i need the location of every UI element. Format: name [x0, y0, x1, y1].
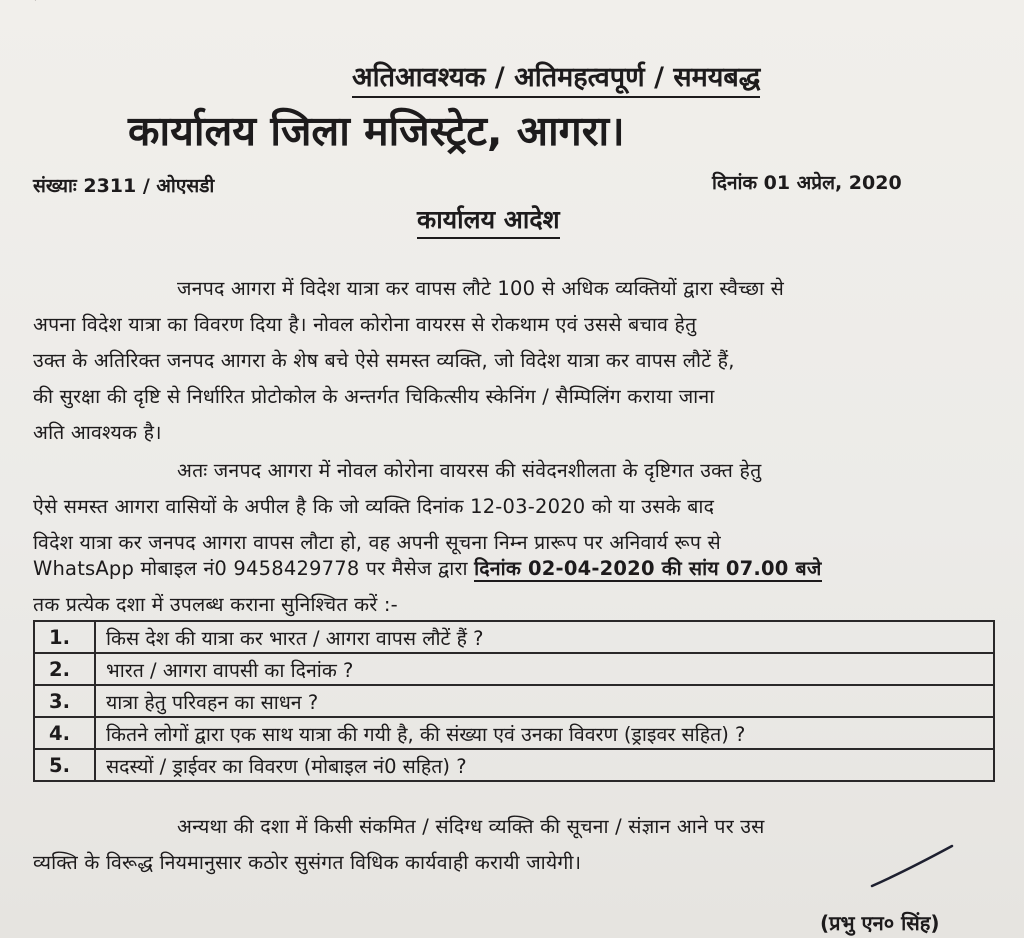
whatsapp-contact: WhatsApp मोबाइल नं0 9458429778 पर मैसेज द्वारा [33, 557, 468, 580]
para1-line: जनपद आगरा में विदेश यात्रा कर वापस लौटे 100 से अधिक व्यक्तियों द्वारा स्वैच्छा से [177, 277, 785, 300]
priority-heading: अतिआवश्यक / अतिमहत्वपूर्ण / समयबद्ध [352, 57, 760, 98]
binder-ring [0, 0, 48, 50]
question-text: कितने लोगों द्वारा एक साथ यात्रा की गयी है, की संख्या एवं उनका विवरण (ड्राइवर सहित) ? [95, 717, 994, 749]
question-text: किस देश की यात्रा कर भारत / आगरा वापस लौटें हैं ? [95, 621, 994, 653]
table-row [34, 621, 994, 653]
order-title: कार्यालय आदेश [417, 202, 560, 239]
para1-line: उक्त के अतिरिक्त जनपद आगरा के शेष बचे ऐसे समस्त व्यक्ति, जो विदेश यात्रा कर वापस लौटें हैं, [33, 349, 735, 372]
para2-line: विदेश यात्रा कर जनपद आगरा वापस लौटा हो, वह अपनी सूचना निम्न प्रारूप पर अनिवार्य रूप से [33, 531, 721, 554]
deadline-text: दिनांक 02-04-2020 की सांय 07.00 बजे [474, 557, 822, 580]
para2-line: अतः जनपद आगरा में नोवल कोरोना वायरस की संवेदनशीलता के दृष्टिगत उक्त हेतु [177, 459, 762, 482]
question-number: 2. [34, 653, 95, 685]
question-number: 1. [34, 621, 95, 653]
para1-line: की सुरक्षा की दृष्टि से निर्धारित प्रोटोकोल के अन्तर्गत चिकित्सीय स्केनिंग / सैम्पिलिंग कराया जाना [33, 385, 715, 408]
closing-line: तक प्रत्येक दशा में उपलब्ध कराना सुनिश्चित करें :- [33, 593, 398, 616]
order-date: दिनांक 01 अप्रेल, 2020 [712, 172, 902, 194]
question-text: भारत / आगरा वापसी का दिनांक ? [95, 653, 994, 685]
office-title: कार्यालय जिला मजिस्ट्रेट, आगरा। [128, 107, 625, 155]
para1-line: अपना विदेश यात्रा का विवरण दिया है। नोवल कोरोना वायरस से रोकथाम एवं उससे बचाव हेतु [33, 313, 697, 336]
table-row [34, 717, 994, 749]
para3-line: व्यक्ति के विरूद्ध नियमानुसार कठोर सुसंगत विधिक कार्यवाही करायी जायेगी। [33, 851, 582, 874]
table-row [34, 653, 994, 685]
para1-line: अति आवश्यक है। [33, 421, 162, 444]
table-row [34, 749, 994, 781]
signatory-name: (प्रभु एन० सिंह) [820, 911, 940, 935]
para3-line: अन्यथा की दशा में किसी संकमित / संदिग्ध व्यक्ति की सूचना / संज्ञान आने पर उस [177, 815, 765, 838]
question-number: 5. [34, 749, 95, 781]
question-number: 4. [34, 717, 95, 749]
question-number: 3. [34, 685, 95, 717]
table-row [34, 685, 994, 717]
signature-mark [860, 842, 960, 892]
question-text: सदस्यों / ड्राईवर का विवरण (मोबाइल नं0 सहित) ? [95, 749, 994, 781]
question-text: यात्रा हेतु परिवहन का साधन ? [95, 685, 994, 717]
para2-line: ऐसे समस्त आगरा वासियों के अपील है कि जो व्यक्ति दिनांक 12-03-2020 को या उसके बाद [33, 495, 715, 518]
whatsapp-line [33, 554, 822, 581]
reference-number: संख्याः 2311 / ओएसडी [33, 175, 215, 197]
questions-table [33, 620, 995, 782]
